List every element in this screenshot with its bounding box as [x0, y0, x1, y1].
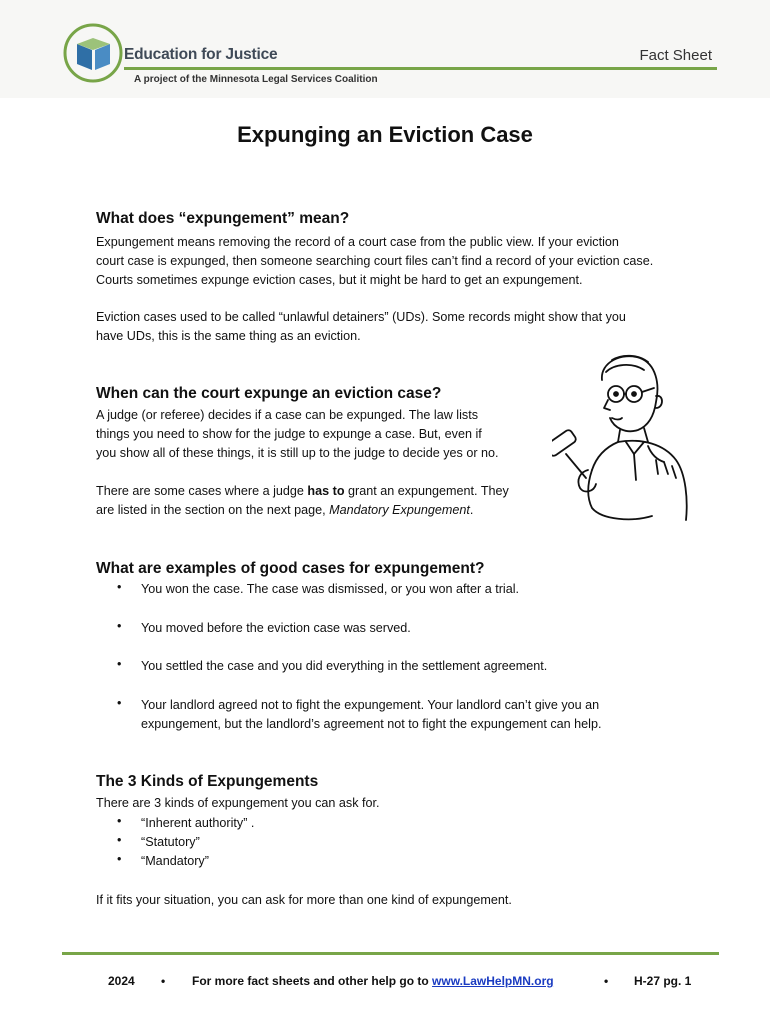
paragraph [96, 308, 626, 346]
lawhelpmn-link[interactable]: www.LawHelpMN.org [432, 974, 554, 988]
book-logo-icon [62, 22, 124, 84]
doc-type-label: Fact Sheet [639, 47, 712, 64]
bullet-dot: • [117, 696, 122, 710]
list-item [141, 580, 519, 599]
paragraph [96, 406, 499, 462]
paragraph [96, 233, 653, 289]
footer-separator: • [604, 974, 609, 988]
section-heading-when-expunge: When can the court expunge an eviction case? [96, 385, 442, 402]
page-title: Expunging an Eviction Case [237, 122, 533, 147]
footer-separator: • [161, 974, 166, 988]
text-line: Your landlord agreed not to fight the expungement. Your landlord can’t give you an [141, 698, 600, 712]
bullet-dot: • [117, 580, 122, 594]
footer-year: 2024 [108, 974, 135, 988]
text-line [96, 482, 509, 501]
bullet-dot: • [117, 814, 122, 828]
footer-text: For more fact sheets and other help go to [192, 974, 433, 988]
paragraph [96, 482, 509, 520]
bold-text: has to [307, 484, 345, 498]
section-heading-good-cases: What are examples of good cases for expungement? [96, 560, 485, 577]
text-line: You won the case. The case was dismissed, or you won after a trial. [141, 582, 520, 596]
text-run: are listed in the section on the next page, [96, 502, 330, 517]
bullet-dot: • [117, 657, 122, 671]
list-item [141, 619, 411, 638]
org-name: Education for Justice [124, 46, 278, 63]
text-run: There are some cases where a judge [96, 484, 308, 498]
text-line: Courts sometimes expunge eviction cases, but it might be hard to get an expungement. [96, 272, 583, 287]
text-line: court case is expunged, then someone searching court files can’t find a record of your eviction case. [96, 253, 654, 268]
paragraph: If it fits your situation, you can ask for more than one kind of expungement. [96, 893, 512, 907]
footer-divider [62, 952, 719, 955]
footer-help-text [192, 974, 554, 988]
section-heading-expungement-meaning: What does “expungement” mean? [96, 210, 350, 227]
section-heading-three-kinds: The 3 Kinds of Expungements [96, 773, 319, 790]
text-run: grant an expungement. They [344, 484, 509, 498]
list-item [141, 696, 601, 734]
list-item: “Statutory” [141, 835, 200, 849]
italic-text: Mandatory Expungement [329, 502, 470, 517]
text-line: you show all of these things, it is still up to the judge to decide yes or no. [96, 445, 499, 460]
list-item [141, 657, 547, 676]
text-line: have UDs, this is the same thing as an eviction. [96, 328, 361, 343]
judge-with-gavel-illustration [552, 350, 692, 530]
text-line: You moved before the eviction case was served. [141, 621, 411, 635]
text-line [96, 501, 509, 520]
list-item: “Inherent authority” . [141, 816, 255, 830]
bullet-dot: • [117, 852, 122, 866]
text-line: Expungement means removing the record of a court case from the public view. If your eviction [96, 235, 619, 249]
text-line: Eviction cases used to be called “unlawful detainers” (UDs). Some records might show that you [96, 310, 626, 324]
text-line: You settled the case and you did everything in the settlement agreement. [141, 659, 548, 673]
text-run: . [469, 502, 474, 517]
bullet-dot: • [117, 619, 122, 633]
header-divider [124, 67, 717, 70]
text-line: things you need to show for the judge to expunge a case. But, even if [96, 426, 482, 441]
text-line: A judge (or referee) decides if a case can be expunged. The law lists [96, 408, 478, 422]
bullet-dot: • [117, 833, 122, 847]
org-tagline: A project of the Minnesota Legal Services Coalition [134, 74, 378, 85]
list-item: “Mandatory” [141, 854, 209, 868]
text-line: expungement, but the landlord’s agreement not to fight the expungement can help. [141, 716, 602, 731]
page-number: H-27 pg. 1 [634, 974, 692, 988]
paragraph: There are 3 kinds of expungement you can ask for. [96, 796, 380, 810]
